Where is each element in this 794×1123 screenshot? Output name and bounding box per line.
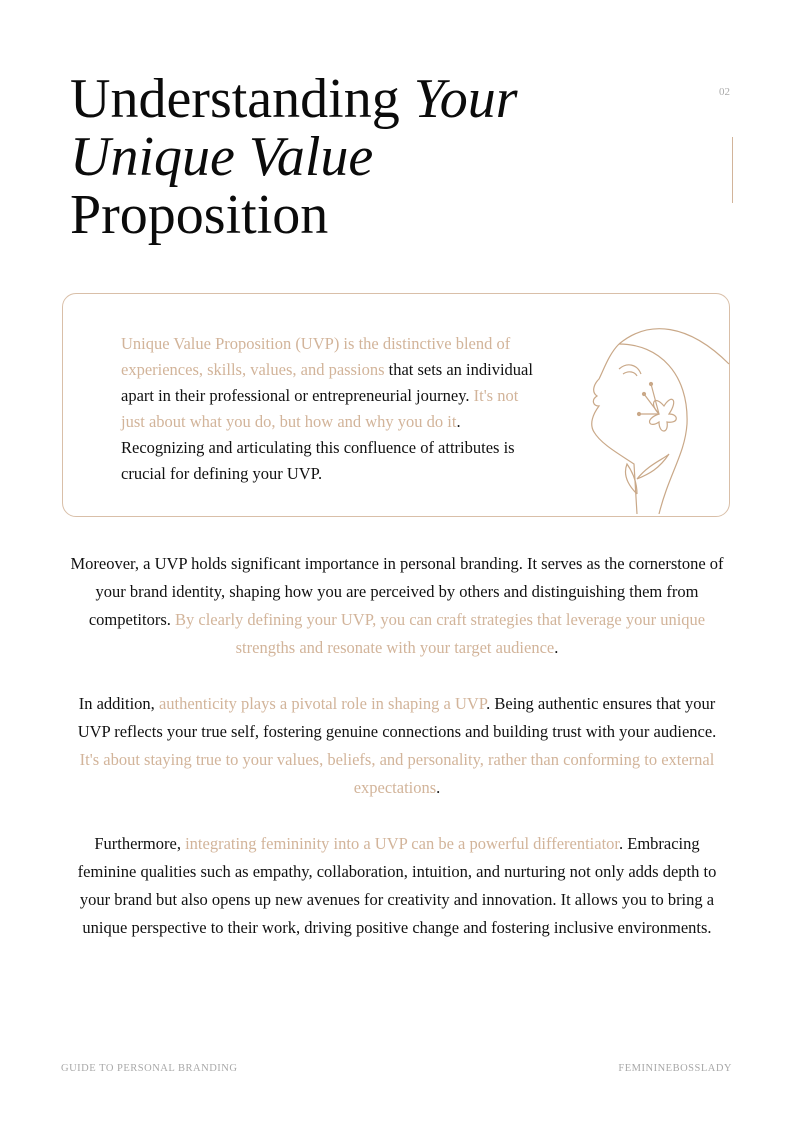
- paragraph: [70, 690, 724, 802]
- paragraph: [70, 830, 724, 942]
- text: . Being authentic ensures that your UVP reflects your true self, fostering genuine connections and building trust with your audience.: [77, 694, 717, 741]
- text: .: [554, 638, 559, 657]
- text: Furthermore,: [94, 834, 186, 853]
- page-title: [70, 70, 518, 244]
- footer-right: FEMININEBOSSLADY: [618, 1063, 732, 1074]
- text: Moreover, a UVP holds significant importance in personal branding. It serves as the cornerstone of your brand identity, shaping how you are perceived by others and distinguishing them from competitors.: [70, 554, 724, 629]
- footer-left: GUIDE TO PERSONAL BRANDING: [61, 1063, 238, 1074]
- title-part: Proposition: [70, 184, 329, 246]
- text: . Recognizing and articulating this confluence of attributes is crucial for defining your UVP.: [121, 412, 515, 483]
- highlight-text: By clearly defining your UVP, you can craft strategies that leverage your unique strengths and resonate with your target audience: [175, 610, 706, 657]
- callout-text: [121, 331, 546, 487]
- text: that sets an individual apart in their professional or entrepreneurial journey.: [121, 360, 533, 405]
- paragraph: [70, 550, 724, 662]
- text: .: [436, 778, 441, 797]
- highlight-text: It's not just about what you do, but how and why you do it: [121, 386, 519, 431]
- text: . Embracing feminine qualities such as empathy, collaboration, intuition, and nurturing not only adds depth to your brand but also opens up new avenues for creativity and innovation. It allows you to bring a unique perspective to their work, driving positive change and fostering inclusive environments.: [77, 834, 717, 937]
- title-italic: Unique Value: [70, 126, 374, 188]
- highlight-text: It's about staying true to your values, beliefs, and personality, rather than conforming to external expectations: [79, 750, 715, 797]
- text: In addition,: [78, 694, 159, 713]
- highlight-text: integrating femininity into a UVP can be a powerful differentiator: [185, 834, 619, 853]
- title-part: Understanding: [70, 68, 414, 130]
- callout-box: [62, 293, 730, 517]
- highlight-text: authenticity plays a pivotal role in shaping a UVP: [158, 694, 487, 713]
- divider-line: [732, 137, 733, 203]
- highlight-text: Unique Value Proposition (UVP) is the distinctive blend of experiences, skills, values, and passions: [121, 334, 511, 379]
- title-italic: Your: [413, 68, 518, 130]
- woman-face-line-art-icon: [539, 314, 739, 514]
- page-number: 02: [719, 86, 730, 98]
